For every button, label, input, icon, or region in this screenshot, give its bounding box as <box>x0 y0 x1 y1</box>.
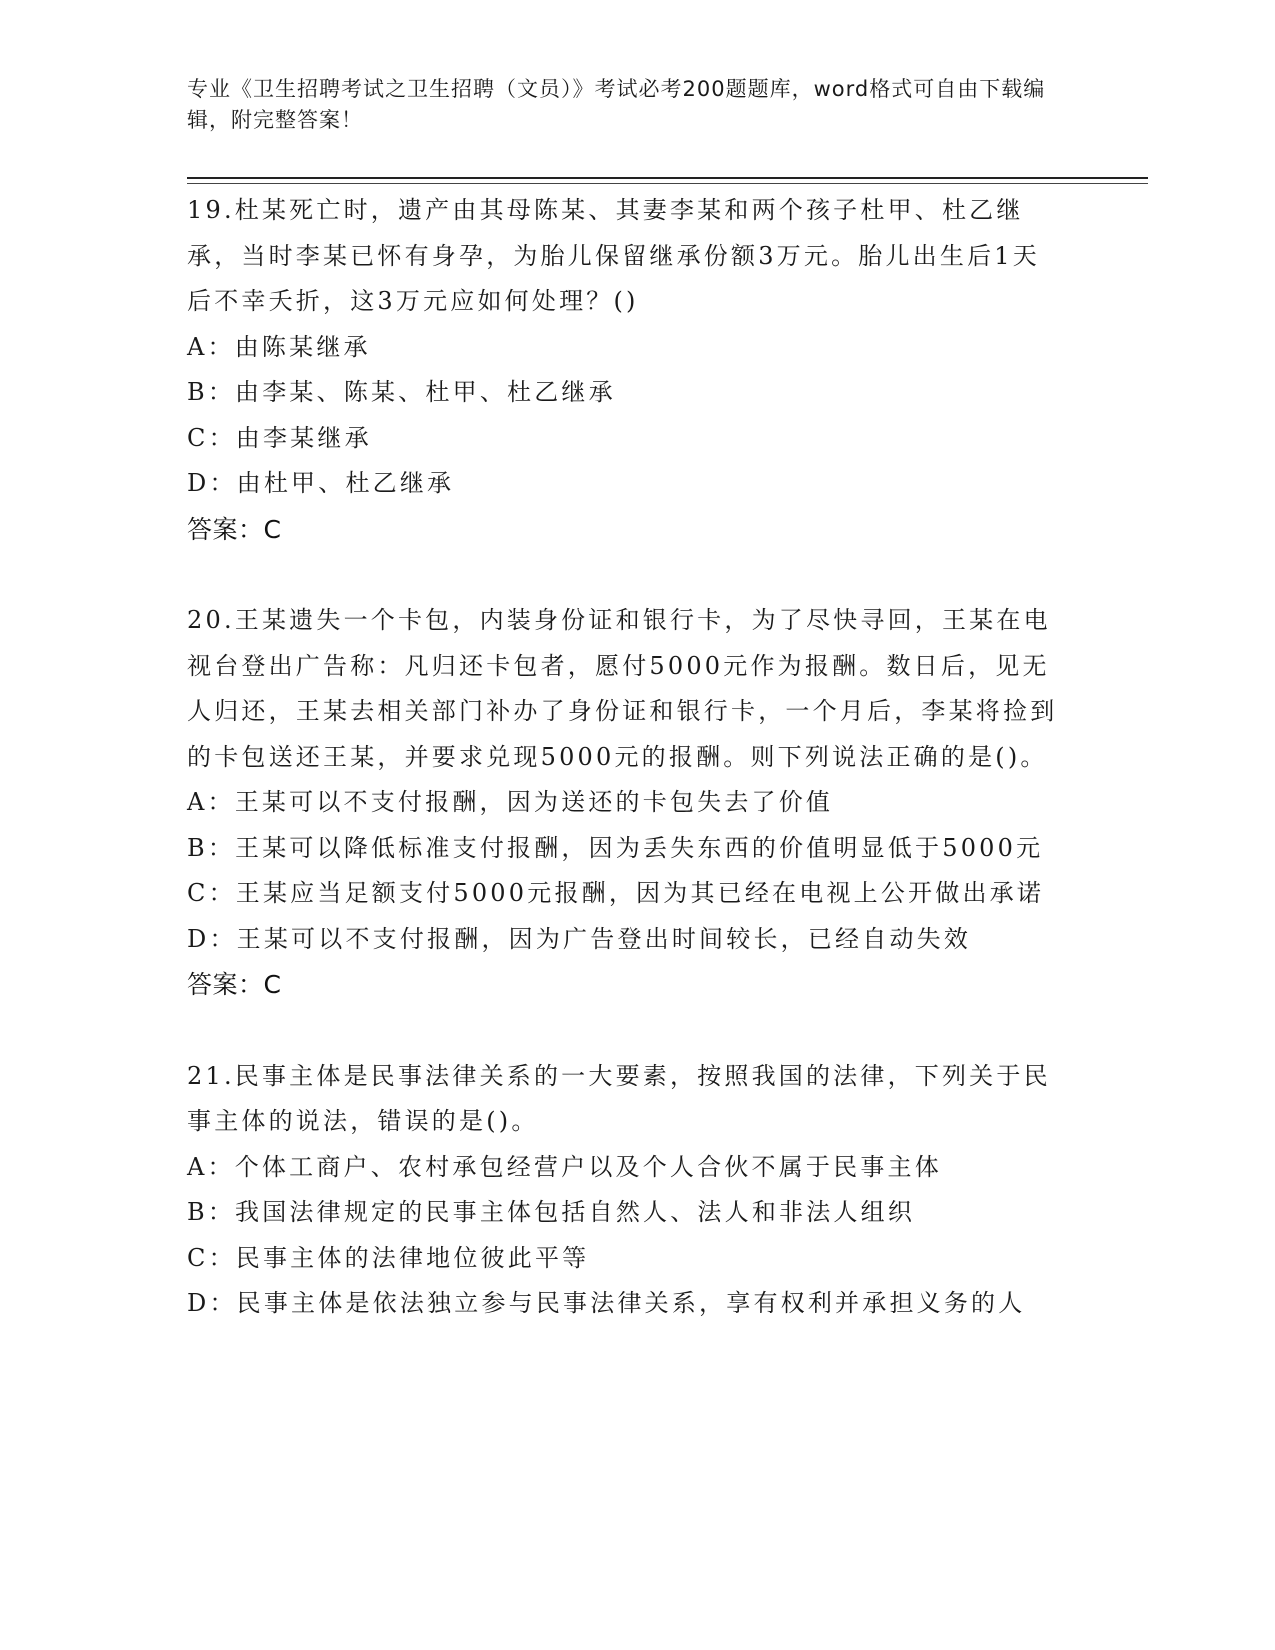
option-c: C：王某应当足额支付5000元报酬，因为其已经在电视上公开做出承诺 <box>187 879 1045 907</box>
option-a: A：王某可以不支付报酬，因为送还的卡包失去了价值 <box>187 788 834 816</box>
option-d: D：由杜甲、杜乙继承 <box>187 469 455 497</box>
question-stem: 19.杜某死亡时，遗产由其母陈某、其妻李某和两个孩子杜甲、杜乙继承，当时李某已怀有身孕，为胎儿保留继承份额3万元。胎儿出生后1天后不幸夭折，这3万元应如何处理？() <box>187 196 1040 315</box>
header-divider-thick <box>187 177 1148 179</box>
question-20 <box>187 598 1067 1008</box>
option-a: A：个体工商户、农村承包经营户以及个人合伙不属于民事主体 <box>187 1152 942 1181</box>
option-a: A：由陈某继承 <box>187 332 371 361</box>
question-stem: 20.王某遗失一个卡包，内装身份证和银行卡，为了尽快寻回，王某在电视台登出广告称：凡归还卡包者，愿付5000元作为报酬。数日后，见无人归还，王某去相关部门补办了身份证和银行卡，一个月后，李某将捡到的卡包送还王某，并要求兑现5000元的报酬。则下列说法正确的是()。 <box>187 606 1058 771</box>
option-d: D：民事主体是依法独立参与民事法律关系，享有权利并承担义务的人 <box>187 1289 1026 1317</box>
answer-line: 答案：C <box>187 514 282 544</box>
header-divider-thin <box>187 183 1148 184</box>
question-stem: 21.民事主体是民事法律关系的一大要素，按照我国的法律，下列关于民事主体的说法，错误的是()。 <box>187 1061 1051 1135</box>
question-19 <box>187 188 1067 552</box>
option-b: B：由李某、陈某、杜甲、杜乙继承 <box>187 378 616 406</box>
question-list <box>187 188 1067 1327</box>
document-header: 专业《卫生招聘考试之卫生招聘（文员）》考试必考200题题库，word格式可自由下载编辑，附完整答案！ <box>187 77 1046 132</box>
option-b: B：我国法律规定的民事主体包括自然人、法人和非法人组织 <box>187 1198 916 1226</box>
option-c: C：由李某继承 <box>187 423 372 452</box>
question-21 <box>187 1054 1067 1327</box>
option-b: B：王某可以降低标准支付报酬，因为丢失东西的价值明显低于5000元 <box>187 833 1044 862</box>
option-d: D：王某可以不支付报酬，因为广告登出时间较长，已经自动失效 <box>187 924 972 953</box>
option-c: C：民事主体的法律地位彼此平等 <box>187 1243 590 1272</box>
answer-line: 答案：C <box>187 970 282 999</box>
